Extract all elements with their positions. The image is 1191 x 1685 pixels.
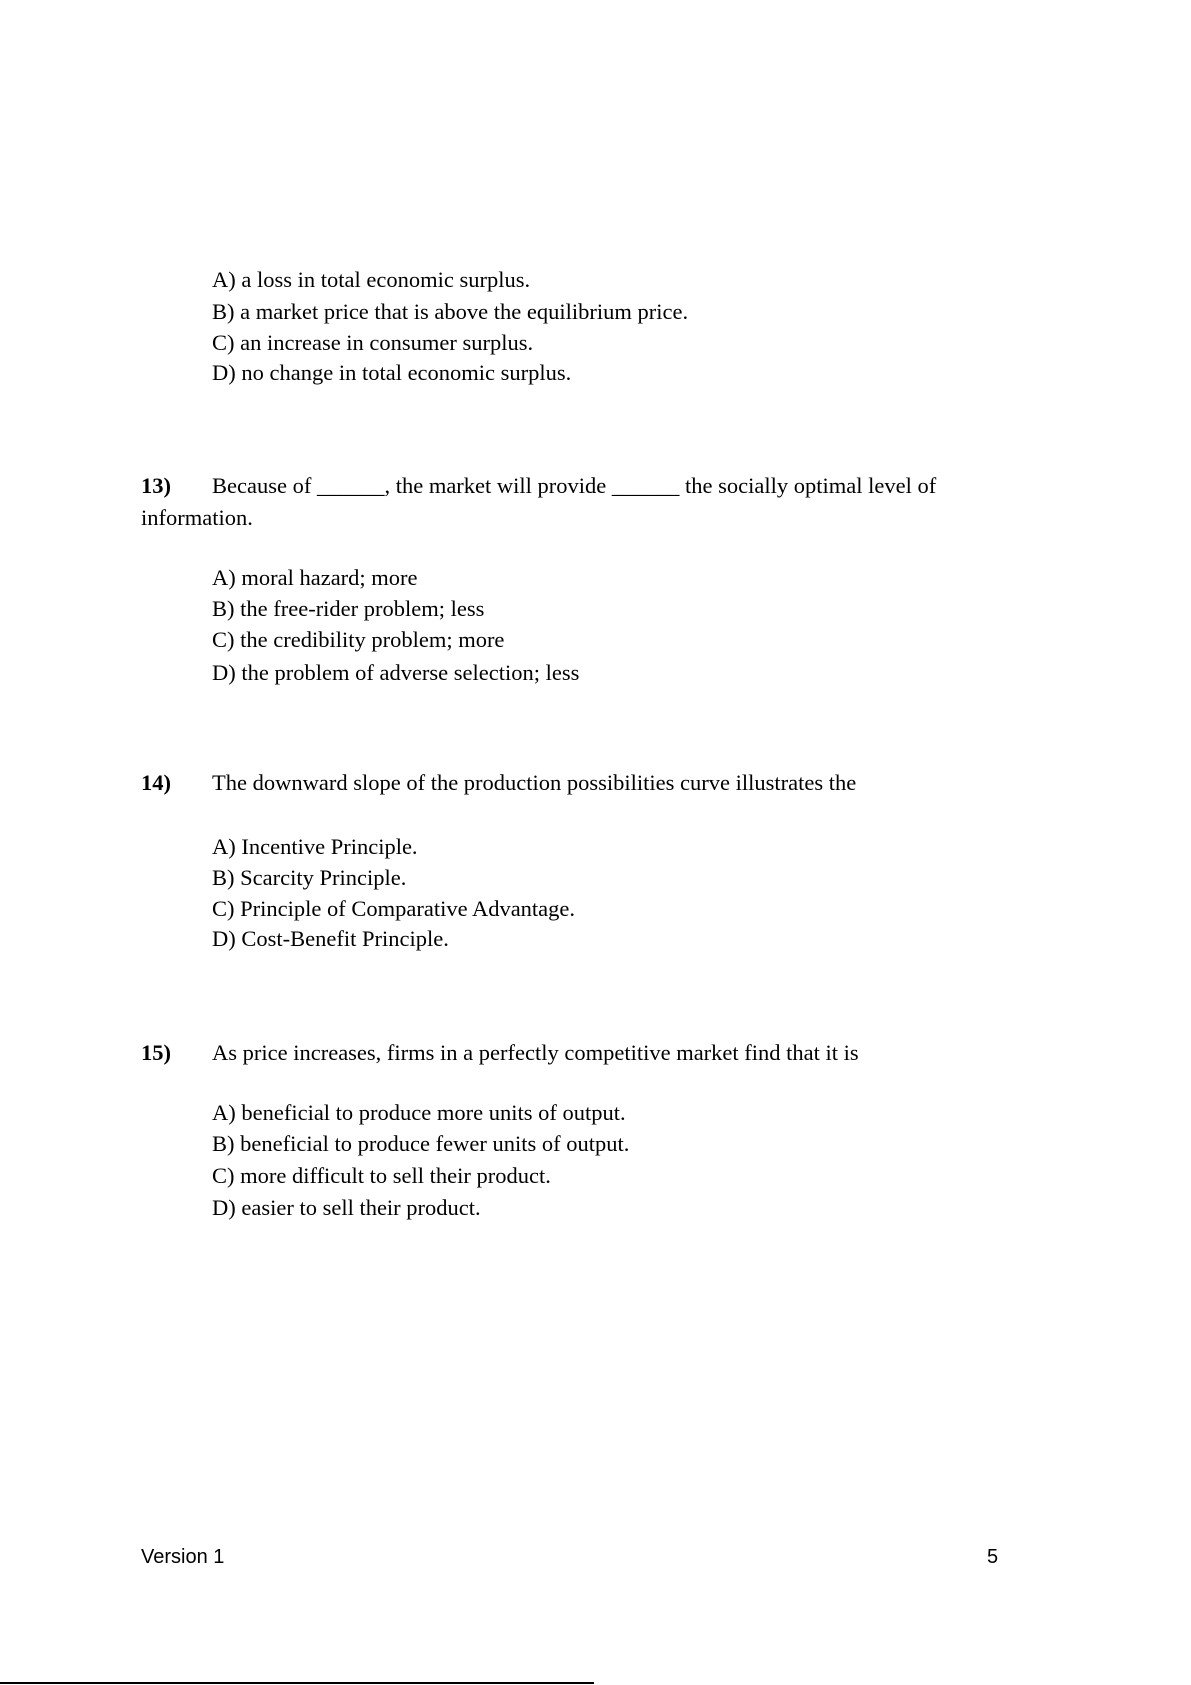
question-14-text: The downward slope of the production possibilities curve illustrates the (212, 770, 857, 795)
q14-option-b: B) Scarcity Principle. (212, 865, 407, 890)
q13-option-d: D) the problem of adverse selection; less (212, 660, 580, 685)
bottom-rule (0, 1682, 594, 1684)
footer-page-number: 5 (987, 1546, 999, 1568)
question-13-text-cont: information. (141, 505, 253, 530)
footer-version: Version 1 (141, 1546, 225, 1568)
q14-option-d: D) Cost-Benefit Principle. (212, 926, 449, 951)
q13-option-c: C) the credibility problem; more (212, 627, 505, 652)
q12-option-a: A) a loss in total economic surplus. (212, 267, 531, 292)
question-13-text: Because of ______, the market will provide ______ the socially optimal level of (212, 473, 937, 498)
question-14-number: 14) (141, 770, 171, 795)
question-13-number: 13) (141, 473, 171, 498)
q15-option-d: D) easier to sell their product. (212, 1195, 481, 1220)
q15-option-a: A) beneficial to produce more units of output. (212, 1100, 626, 1125)
q12-option-c: C) an increase in consumer surplus. (212, 330, 534, 355)
q14-option-c: C) Principle of Comparative Advantage. (212, 896, 576, 921)
q12-option-d: D) no change in total economic surplus. (212, 360, 572, 385)
question-15-number: 15) (141, 1040, 171, 1065)
q13-option-a: A) moral hazard; more (212, 565, 418, 590)
q13-option-b: B) the free-rider problem; less (212, 596, 485, 621)
q12-option-b: B) a market price that is above the equilibrium price. (212, 299, 689, 324)
question-15-text: As price increases, firms in a perfectly competitive market find that it is (212, 1040, 859, 1065)
q15-option-b: B) beneficial to produce fewer units of output. (212, 1131, 630, 1156)
q14-option-a: A) Incentive Principle. (212, 834, 418, 859)
q15-option-c: C) more difficult to sell their product. (212, 1163, 551, 1188)
